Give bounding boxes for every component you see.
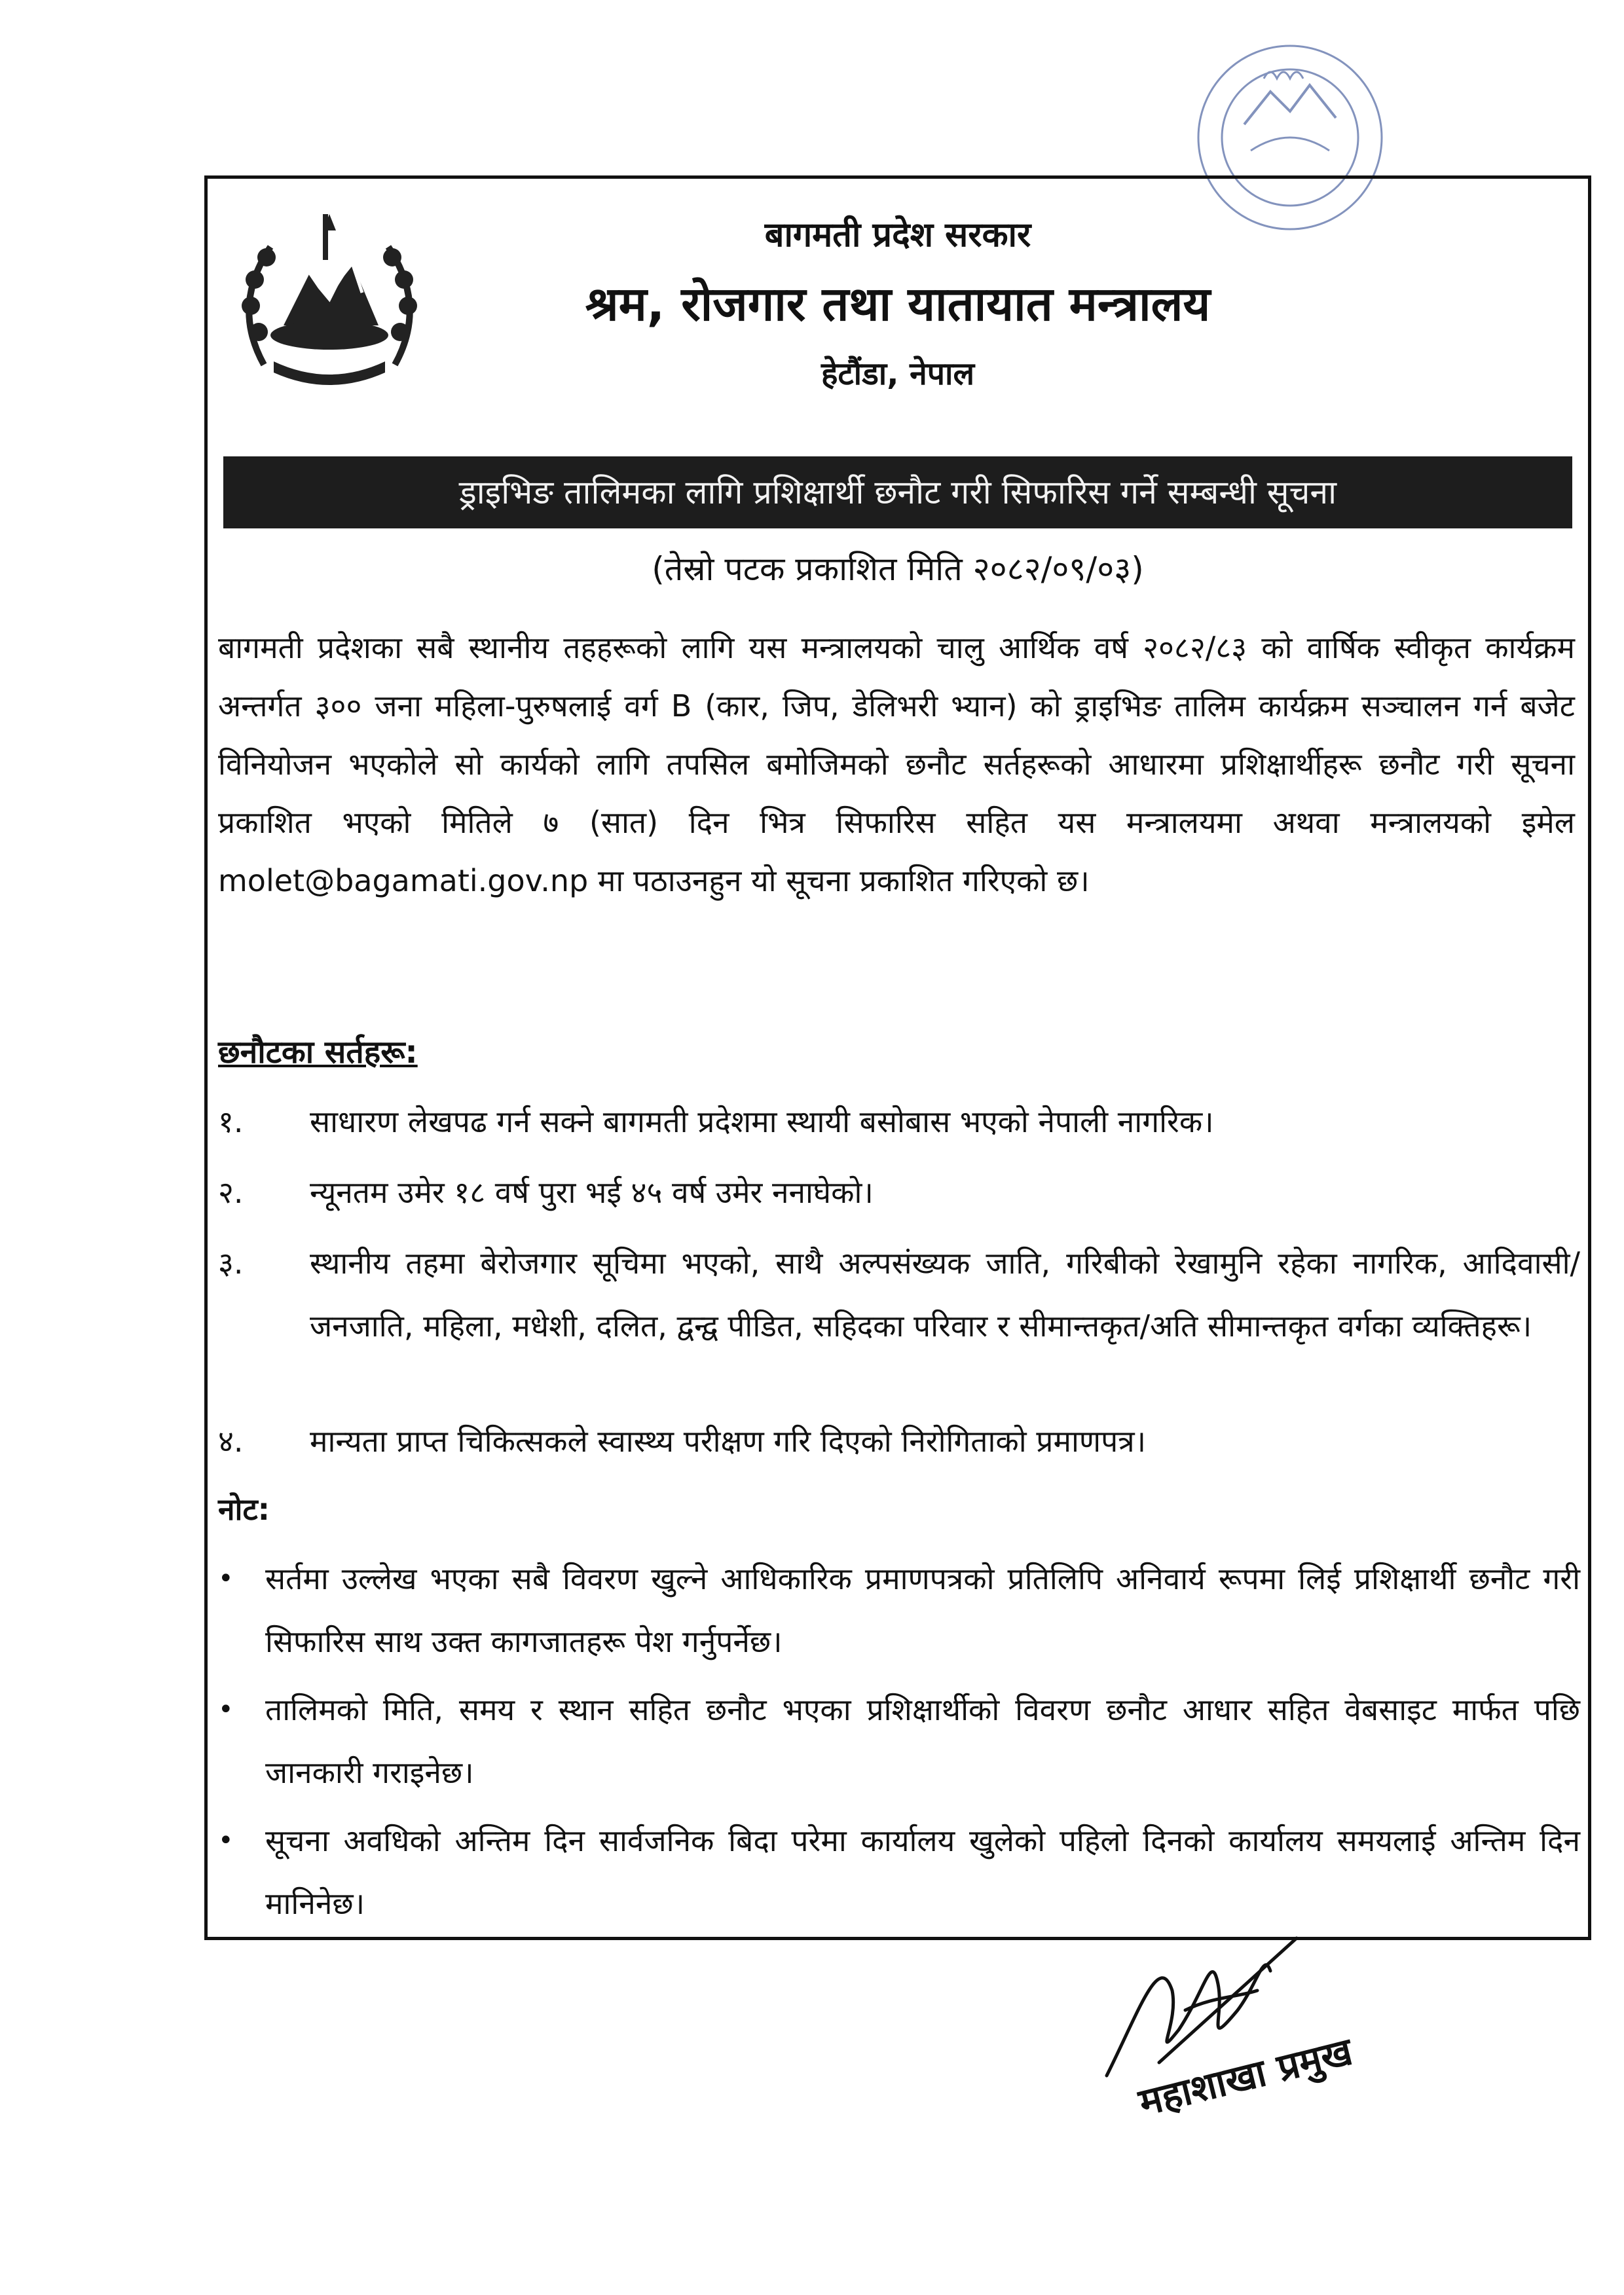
notice-title: ड्राइभिङ तालिमका लागि प्रशिक्षार्थी छनौट गरी सिफारिस गर्ने सम्बन्धी सूचना bbox=[223, 456, 1572, 528]
condition-number: १. bbox=[218, 1104, 244, 1139]
note-item bbox=[218, 1809, 1580, 1935]
publication-date: (तेस्रो पटक प्रकाशित मिति २०८२/०९/०३) bbox=[652, 550, 1144, 588]
ministry-name: श्रम, रोजगार तथा यातायात मन्त्रालय bbox=[585, 276, 1211, 331]
condition-text: मान्यता प्राप्त चिकित्सकले स्वास्थ्य परीक्षण गरि दिएको निरोगिताको प्रमाणपत्र। bbox=[310, 1423, 1147, 1459]
government-name: बागमती प्रदेश सरकार bbox=[764, 215, 1031, 255]
bullet-icon: • bbox=[218, 1564, 234, 1594]
condition-number: ३. bbox=[218, 1245, 244, 1281]
signatory-designation: महाशाखा प्रमुख bbox=[1134, 2029, 1357, 2125]
condition-item bbox=[218, 1410, 1580, 1473]
condition-text: साधारण लेखपढ गर्न सक्ने बागमती प्रदेशमा स्थायी बसोबास भएको नेपाली नागरिक। bbox=[310, 1104, 1214, 1139]
ministry-location: हेटौंडा, नेपाल bbox=[821, 356, 975, 392]
condition-number: ४. bbox=[218, 1423, 244, 1459]
condition-text: न्यूनतम उमेर १८ वर्ष पुरा भई ४५ वर्ष उमेर ननाघेको। bbox=[310, 1175, 874, 1210]
notice-body: बागमती प्रदेशका सबै स्थानीय तहहरूको लागि यस मन्त्रालयको चालु आर्थिक वर्ष २०८२/८३ को वार्षिक स्वीकृत कार्यक्रम अन्तर्गत ३०० जना महिला-पुरुषलाई वर्ग B (कार, जिप, डेलिभरी भ्यान) को ड्राइभिङ तालिम कार्यक्रम सञ्चालन गर्न बजेट विनियोजन भएकोले सो कार्यको लागि तपसिल बमोजिमको छनौट सर्तहरूको आधारमा प्रशिक्षार्थीहरू छनौट गरी सूचना प्रकाशित भएको मितिले ७ (सात) दिन भित्र सिफारिस सहित यस मन्त्रालयमा अथवा मन्त्रालयको इमेल molet@bagamati.gov.np मा पठाउनहुन यो सूचना प्रकाशित गरिएको छ। bbox=[218, 630, 1575, 898]
note-text: सर्तमा उल्लेख भएका सबै विवरण खुल्ने आधिकारिक प्रमाणपत्रको प्रतिलिपि अनिवार्य रूपमा लिई प्रशिक्षार्थी छनौट गरी सिफारिस साथ उक्त कागजातहरू पेश गर्नुपर्नेछ। bbox=[265, 1561, 1580, 1659]
note-text: सूचना अवधिको अन्तिम दिन सार्वजनिक बिदा परेमा कार्यालय खुलेको पहिलो दिनको कार्यालय समयलाई अन्तिम दिन मानिनेछ। bbox=[265, 1823, 1580, 1921]
bullet-icon: • bbox=[218, 1695, 234, 1725]
condition-item bbox=[218, 1232, 1580, 1357]
condition-item bbox=[218, 1090, 1580, 1153]
note-item bbox=[218, 1547, 1580, 1673]
condition-item bbox=[218, 1161, 1580, 1224]
note-text: तालिमको मिति, समय र स्थान सहित छनौट भएका प्रशिक्षार्थीको विवरण छनौट आधार सहित वेबसाइट मार्फत पछि जानकारी गराइनेछ। bbox=[265, 1692, 1580, 1790]
notice-frame bbox=[204, 175, 1591, 1940]
condition-text: स्थानीय तहमा बेरोजगार सूचिमा भएको, साथै अल्पसंख्यक जाति, गरिबीको रेखामुनि रहेका नागरिक, आदिवासी/जनजाति, महिला, मधेशी, दलित, द्वन्द्व पीडित, सहिदका परिवार र सीमान्तकृत/अति सीमान्तकृत वर्गका व्यक्तिहरू। bbox=[310, 1245, 1580, 1344]
conditions-title: छनौटका सर्तहरू: bbox=[218, 1034, 418, 1071]
notes-title: नोट: bbox=[218, 1492, 270, 1527]
bullet-icon: • bbox=[218, 1826, 234, 1856]
note-item bbox=[218, 1678, 1580, 1804]
condition-number: २. bbox=[218, 1175, 244, 1210]
